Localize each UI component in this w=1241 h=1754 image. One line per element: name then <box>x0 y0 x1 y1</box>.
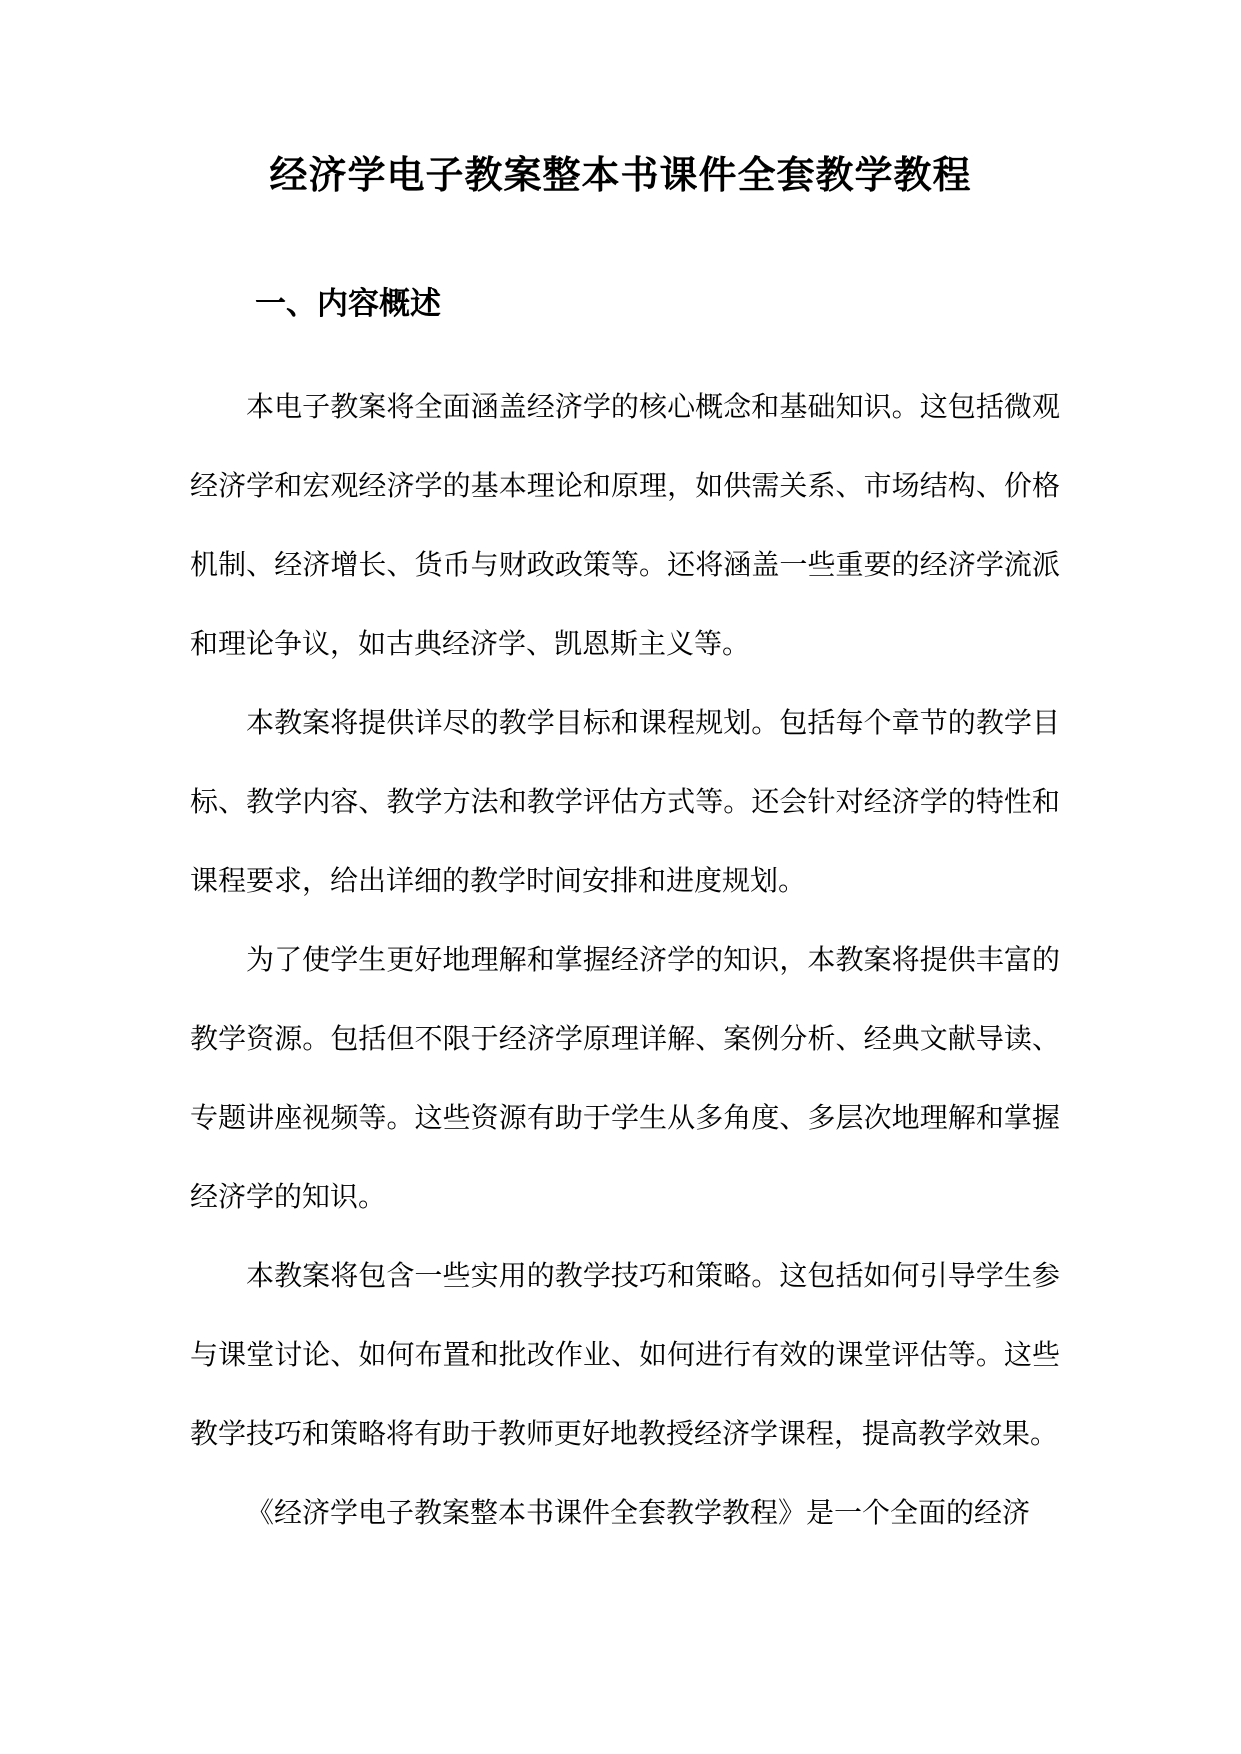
paragraph: 为了使学生更好地理解和掌握经济学的知识，本教案将提供丰富的教学资源。包括但不限于经济学原理详解、案例分析、经典文献导读、专题讲座视频等。这些资源有助于学生从多角度、多层次地理解和掌握经济学的知识。 <box>190 943 1060 1213</box>
paragraph: 本电子教案将全面涵盖经济学的核心概念和基础知识。这包括微观经济学和宏观经济学的基本理论和原理，如供需关系、市场结构、价格机制、经济增长、货币与财政政策等。还将涵盖一些重要的经济学流派和理论争议，如古典经济学、凯恩斯主义等。 <box>190 390 1060 660</box>
section-heading: 一、内容概述 <box>255 286 441 322</box>
paragraph: 本教案将包含一些实用的教学技巧和策略。这包括如何引导学生参与课堂讨论、如何布置和批改作业、如何进行有效的课堂评估等。这些教学技巧和策略将有助于教师更好地教授经济学课程，提高教学效果。 <box>190 1259 1060 1450</box>
paragraph: 本教案将提供详尽的教学目标和课程规划。包括每个章节的教学目标、教学内容、教学方法和教学评估方式等。还会针对经济学的特性和课程要求，给出详细的教学时间安排和进度规划。 <box>190 706 1060 897</box>
paragraph: 《经济学电子教案整本书课件全套教学教程》是一个全面的经济 <box>246 1496 1031 1529</box>
document-title: 经济学电子教案整本书课件全套教学教程 <box>269 153 972 197</box>
body-text <box>190 367 1060 1552</box>
